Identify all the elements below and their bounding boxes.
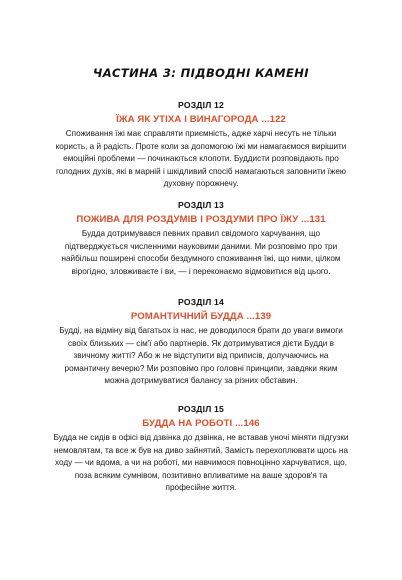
chapter-description: Будда дотримувався певних правил свідомого харчування, що підтверджується численними науковими даними. Ми розповімо про три найбільш поширені способи бездумного споживання їжі, що ними, цілком вірогідно, зловживаєте і ви, — і переконаємо відмовитися від цього. xyxy=(61,229,341,276)
chapter-title: РОМАНТИЧНИЙ БУДДА ...139 xyxy=(130,311,272,322)
chapter-title: ЇЖА ЯК УТІХА І ВИНАГОРОДА ...122 xyxy=(116,114,286,125)
chapter-12 xyxy=(52,100,350,191)
chapter-title: БУДДА НА РОБОТІ ...146 xyxy=(142,418,260,429)
chapter-description: Будді, на відміну від багатьох із нас, не доводилося брати до уваги вимоги своїх близьких — сім'ї або партнерів. Як дотримуватися дієти Будди в звичному житті? Або ж не відступити від приписів, долучаючись на романтичну вечерю? Ми розповімо про головні принципи, завдяки яким можна дотримуватися балансу за різних обставин. xyxy=(59,326,343,386)
chapter-15 xyxy=(52,404,350,495)
chapter-label: РОЗДІЛ 15 xyxy=(178,404,224,414)
part-title: ЧАСТИНА 3: ПІДВОДНІ КАМЕНІ xyxy=(93,66,309,80)
chapter-title: ПОЖИВА ДЛЯ РОЗДУМІВ І РОЗДУМИ ПРО ЇЖУ ...131 xyxy=(76,214,326,225)
chapter-label: РОЗДІЛ 12 xyxy=(178,100,224,110)
chapter-label: РОЗДІЛ 14 xyxy=(178,297,224,307)
chapter-description: Споживання їжі має справляти приємність, адже харчі несуть не тільки користь, а й радість. Проте коли за допомогою їжі ми намагаємося вирішити емоційні проблеми — починаються клопоти. Буддисти розповідають про голодних духів, які в марній і шкідливий спосіб намагаються заповнити їжею духовну порожнечу. xyxy=(55,129,347,189)
chapter-14 xyxy=(52,297,350,388)
chapter-description: Будда не сидів в офісі від дзвінка до дзвінка, не вставав уночі міняти підгузки немовлятам, та все ж був на диво зайнятий. Замість перехоплювати щось на ходу — чи вдома, а чи на роботі, ми навчимося повноцінно харчуватися, що, поза всяким сумнівом, позитивно впливатиме на ваше здоров'я та професійне життя. xyxy=(53,433,349,493)
chapter-label: РОЗДІЛ 13 xyxy=(178,200,224,210)
chapter-13 xyxy=(52,200,350,278)
